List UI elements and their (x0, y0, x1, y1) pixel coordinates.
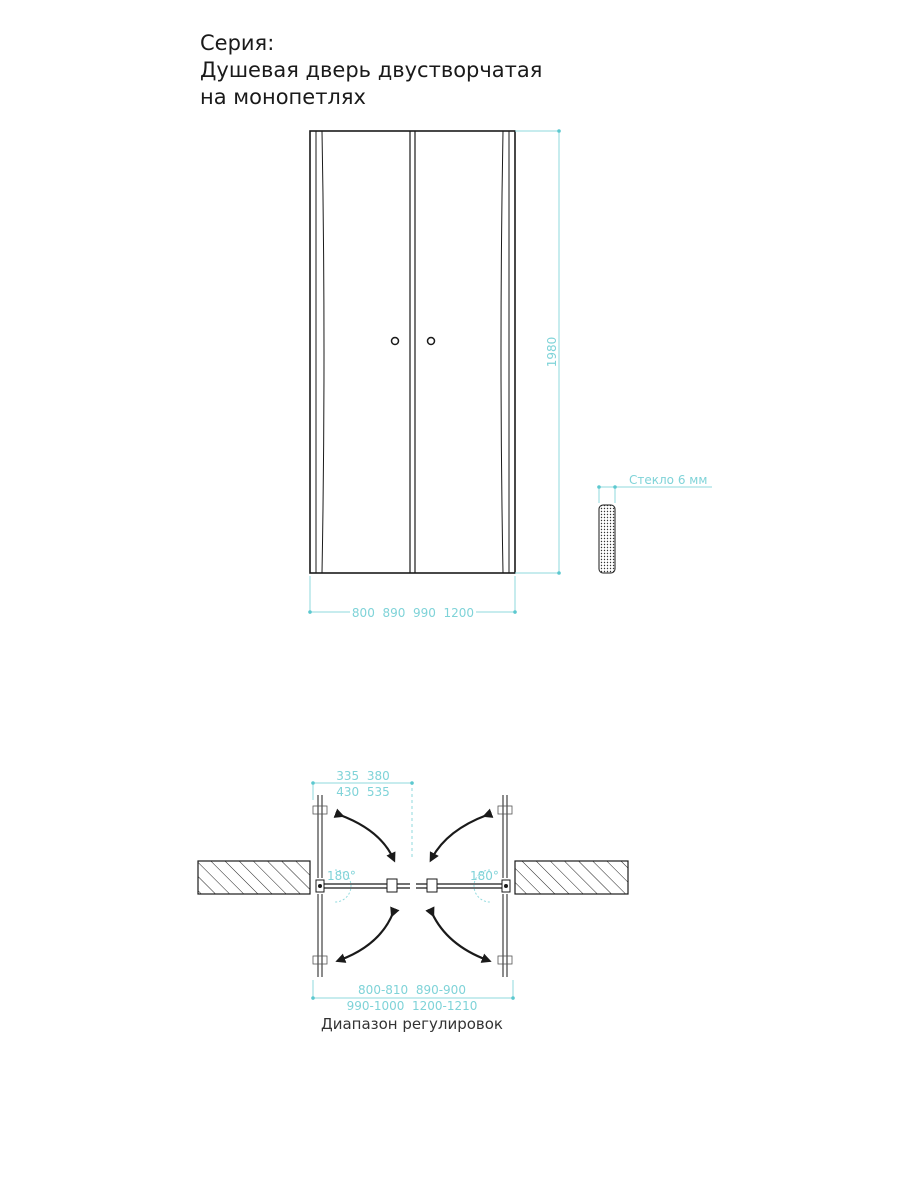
right-outward-swing-arrow (432, 815, 487, 858)
right-inward-swing-arrow (432, 913, 487, 960)
height-label: 1980 (545, 336, 559, 368)
range-dimension (311, 980, 515, 1013)
right-wall (515, 861, 628, 894)
offset-label-line-1: 335 380 (336, 769, 390, 783)
range-label-line-2: 990-1000 1200-1210 (346, 999, 478, 1013)
right-handle-icon (428, 338, 435, 345)
width-dimension (308, 576, 517, 620)
title-line-1: Серия: (200, 31, 275, 55)
offset-label-line-2: 430 535 (336, 785, 390, 799)
glass-section (597, 473, 712, 573)
glass-cross-section (599, 505, 615, 573)
left-outward-swing-arrow (340, 815, 393, 858)
glass-thickness-label: Стекло 6 мм (629, 473, 708, 487)
range-label-line-1: 800-810 890-900 (358, 983, 466, 997)
adjustment-range-caption: Диапазон регулировок (320, 1015, 504, 1033)
right-angle-label: 180° (470, 869, 499, 883)
left-profile-curve (322, 131, 324, 573)
offset-dimension (311, 769, 414, 860)
left-leaf-hinge (387, 879, 397, 892)
left-wall (198, 861, 310, 894)
title-line-3: на монопетлях (200, 85, 366, 109)
title-line-2: Душевая дверь двустворчатая (200, 58, 543, 82)
door-front-view (310, 131, 515, 573)
right-leaf-hinge (427, 879, 437, 892)
left-inward-swing-arrow (340, 913, 393, 960)
left-handle-icon (392, 338, 399, 345)
door-plan-view (198, 795, 628, 977)
width-label: 800 890 990 1200 (351, 606, 475, 620)
right-profile-curve (501, 131, 503, 573)
door-frame-outline (310, 131, 515, 573)
height-dimension (515, 129, 561, 575)
left-angle-label: 180° (327, 869, 356, 883)
